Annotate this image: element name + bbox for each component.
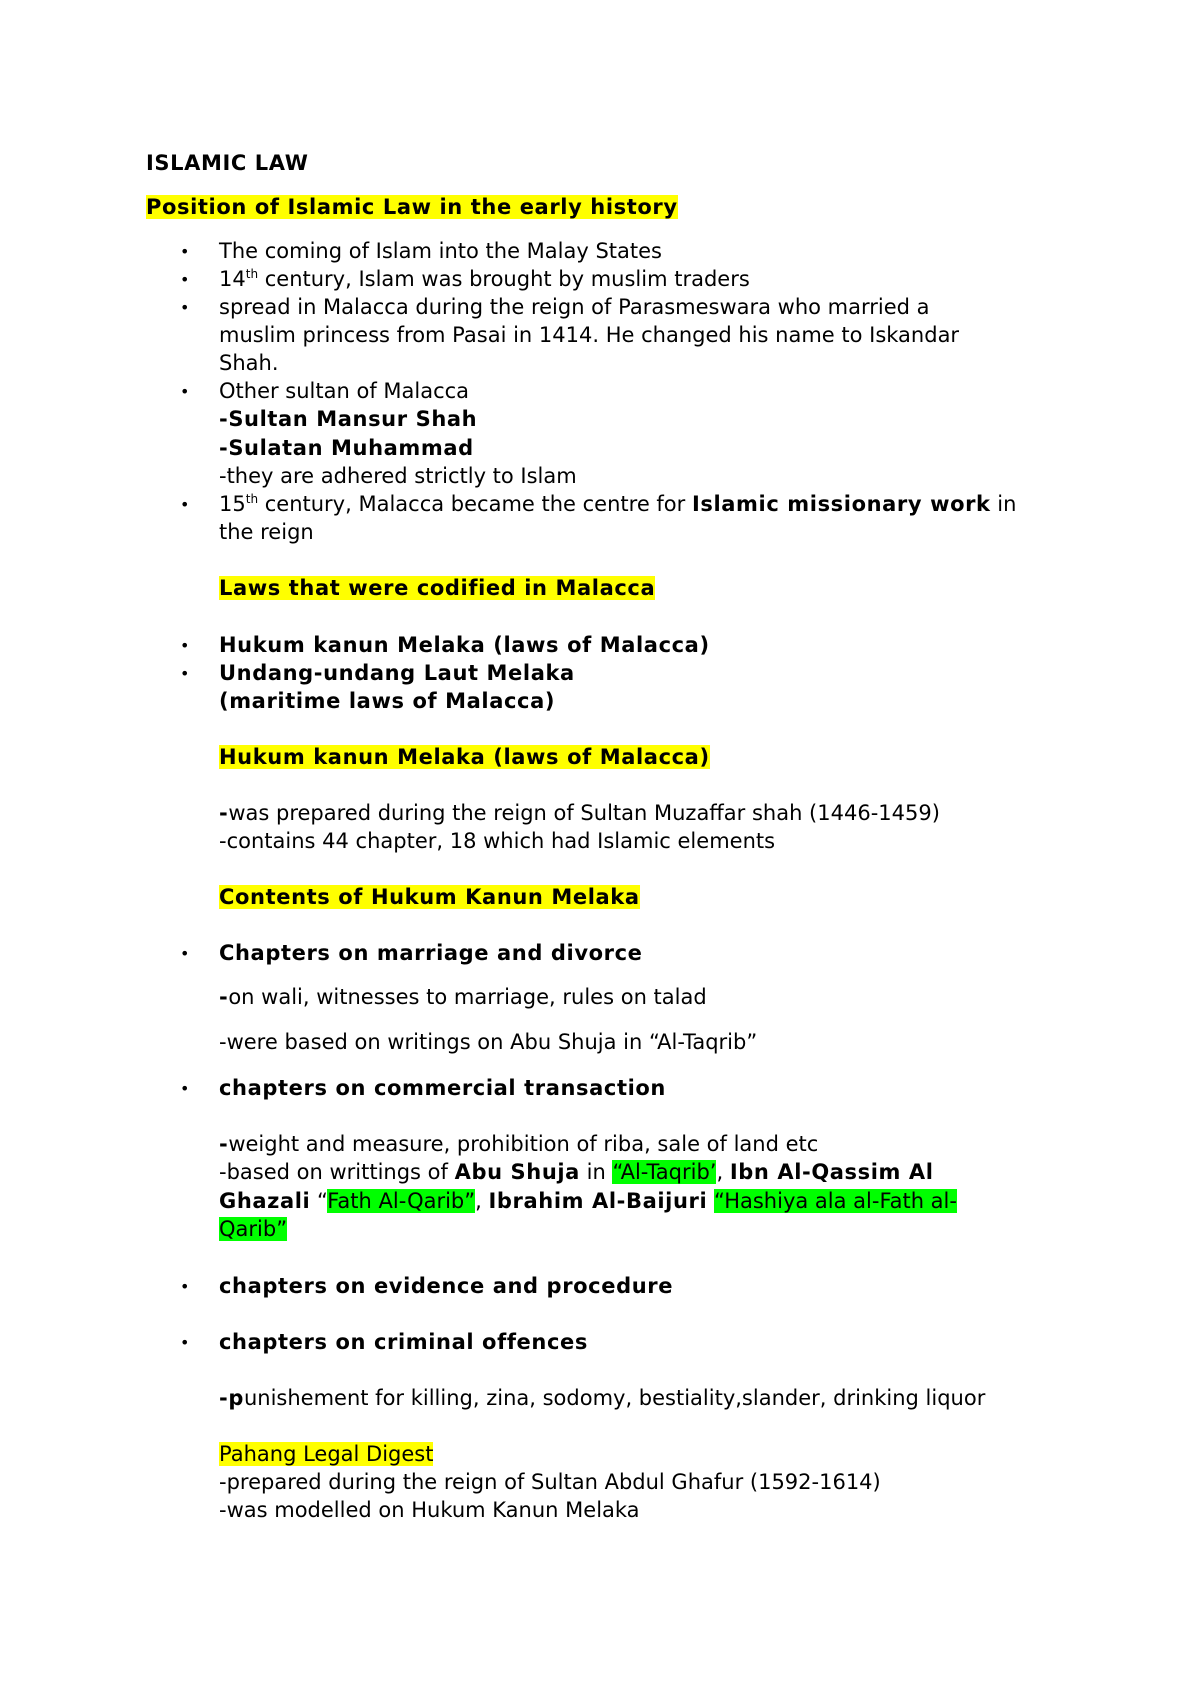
list-item <box>219 491 1016 518</box>
bullet-marker: • <box>180 382 190 401</box>
paragraph-line: -were based on writings on Abu Shuja in “Al-Taqrib” <box>219 1030 758 1054</box>
ordinal-suffix: th <box>245 267 259 281</box>
bullet-marker: • <box>180 1277 190 1296</box>
chapter-heading: Chapters on marriage and divorce <box>219 941 643 965</box>
century-number: 15 <box>219 492 246 516</box>
heading-codified-text: Laws that were codified in Malacca <box>219 576 656 600</box>
century-number: 14 <box>219 267 246 291</box>
author-name: Ibn Al-Qassim Al <box>729 1160 934 1184</box>
list-item: The coming of Islam into the Malay States <box>219 239 662 263</box>
emphasis-text: Islamic missionary work <box>691 492 991 516</box>
paragraph-text: , <box>475 1189 489 1213</box>
paragraph-line <box>219 1188 957 1215</box>
paragraph-line <box>219 1131 818 1158</box>
paragraph-text: unishement for killing, zina, sodomy, bestiality,slander, drinking liquor <box>243 1386 986 1410</box>
dash: -p <box>219 1386 244 1410</box>
paragraph-line <box>219 984 707 1011</box>
list-item-text: century, Malacca became the centre for <box>258 492 692 516</box>
paragraph-text <box>707 1189 714 1213</box>
paragraph-text: , <box>716 1160 730 1184</box>
book-title: “Al-Taqrib’ <box>612 1160 717 1184</box>
list-item-line: Shah. <box>219 351 279 375</box>
author-name: Ghazali <box>219 1189 311 1213</box>
bullet-marker: • <box>180 636 190 655</box>
list-item-line: Undang-undang Laut Melaka <box>219 661 575 685</box>
book-title: Fath Al-Qarib” <box>327 1189 476 1213</box>
chapter-heading: chapters on evidence and procedure <box>219 1274 674 1298</box>
heading-contents-text: Contents of Hukum Kanun Melaka <box>219 885 640 909</box>
list-item-line: -they are adhered strictly to Islam <box>219 464 577 488</box>
list-item-text: century, Islam was brought by muslim traders <box>258 267 750 291</box>
sultan-name: -Sulatan Muhammad <box>219 436 474 460</box>
chapter-heading: chapters on criminal offences <box>219 1330 588 1354</box>
bullet-marker: • <box>180 242 190 261</box>
paragraph-line: -was modelled on Hukum Kanun Melaka <box>219 1498 640 1522</box>
list-item-line: the reign <box>219 520 314 544</box>
bullet-marker: • <box>180 1079 190 1098</box>
ordinal-suffix: th <box>245 492 259 506</box>
bullet-marker: • <box>180 664 190 683</box>
heading-hukum-text: Hukum kanun Melaka (laws of Malacca) <box>219 745 710 769</box>
list-item-line: muslim princess from Pasai in 1414. He changed his name to Iskandar <box>219 323 960 347</box>
paragraph-text: -based on writtings of <box>219 1160 455 1184</box>
author-name: Ibrahim Al-Baijuri <box>488 1189 708 1213</box>
list-item-line: spread in Malacca during the reign of Parasmeswara who married a <box>219 295 930 319</box>
heading-contents <box>219 884 640 911</box>
book-title: “Hashiya ala al-Fath al- <box>713 1189 957 1213</box>
author-name: Abu Shuja <box>454 1160 580 1184</box>
dash: - <box>219 801 229 825</box>
paragraph-line <box>219 1216 287 1243</box>
heading-codified <box>219 575 655 602</box>
book-title: Qarib” <box>219 1217 288 1241</box>
paragraph-line: -contains 44 chapter, 18 which had Islamic elements <box>219 829 776 853</box>
list-item: Hukum kanun Melaka (laws of Malacca) <box>219 633 710 657</box>
list-item-line: Other sultan of Malacca <box>219 379 470 403</box>
paragraph-text: in <box>579 1160 613 1184</box>
document-title: ISLAMIC LAW <box>146 151 309 175</box>
sultan-name: -Sultan Mansur Shah <box>219 407 478 431</box>
dash: - <box>219 1132 229 1156</box>
heading-position-text: Position of Islamic Law in the early history <box>146 195 678 219</box>
bullet-marker: • <box>180 298 190 317</box>
list-item <box>219 266 750 293</box>
bullet-marker: • <box>180 495 190 514</box>
bullet-marker: • <box>180 1333 190 1352</box>
bullet-marker: • <box>180 270 190 289</box>
paragraph-text: weight and measure, prohibition of riba, sale of land etc <box>228 1132 819 1156</box>
paragraph-line <box>219 800 940 827</box>
heading-pahang <box>219 1441 433 1468</box>
dash: - <box>219 985 229 1009</box>
paragraph-text: was prepared during the reign of Sultan Muzaffar shah (1446-1459) <box>228 801 940 825</box>
chapter-heading: chapters on commercial transaction <box>219 1076 666 1100</box>
list-item-text: in <box>990 492 1017 516</box>
paragraph-line <box>219 1159 934 1186</box>
bullet-marker: • <box>180 944 190 963</box>
heading-position <box>146 194 678 221</box>
list-item-line: (maritime laws of Malacca) <box>219 689 556 713</box>
paragraph-line <box>219 1385 985 1412</box>
heading-hukum <box>219 744 710 771</box>
paragraph-line: -prepared during the reign of Sultan Abdul Ghafur (1592-1614) <box>219 1470 881 1494</box>
paragraph-text: “ <box>310 1189 328 1213</box>
heading-pahang-text: Pahang Legal Digest <box>219 1442 434 1466</box>
paragraph-text: on wali, witnesses to marriage, rules on talad <box>228 985 707 1009</box>
